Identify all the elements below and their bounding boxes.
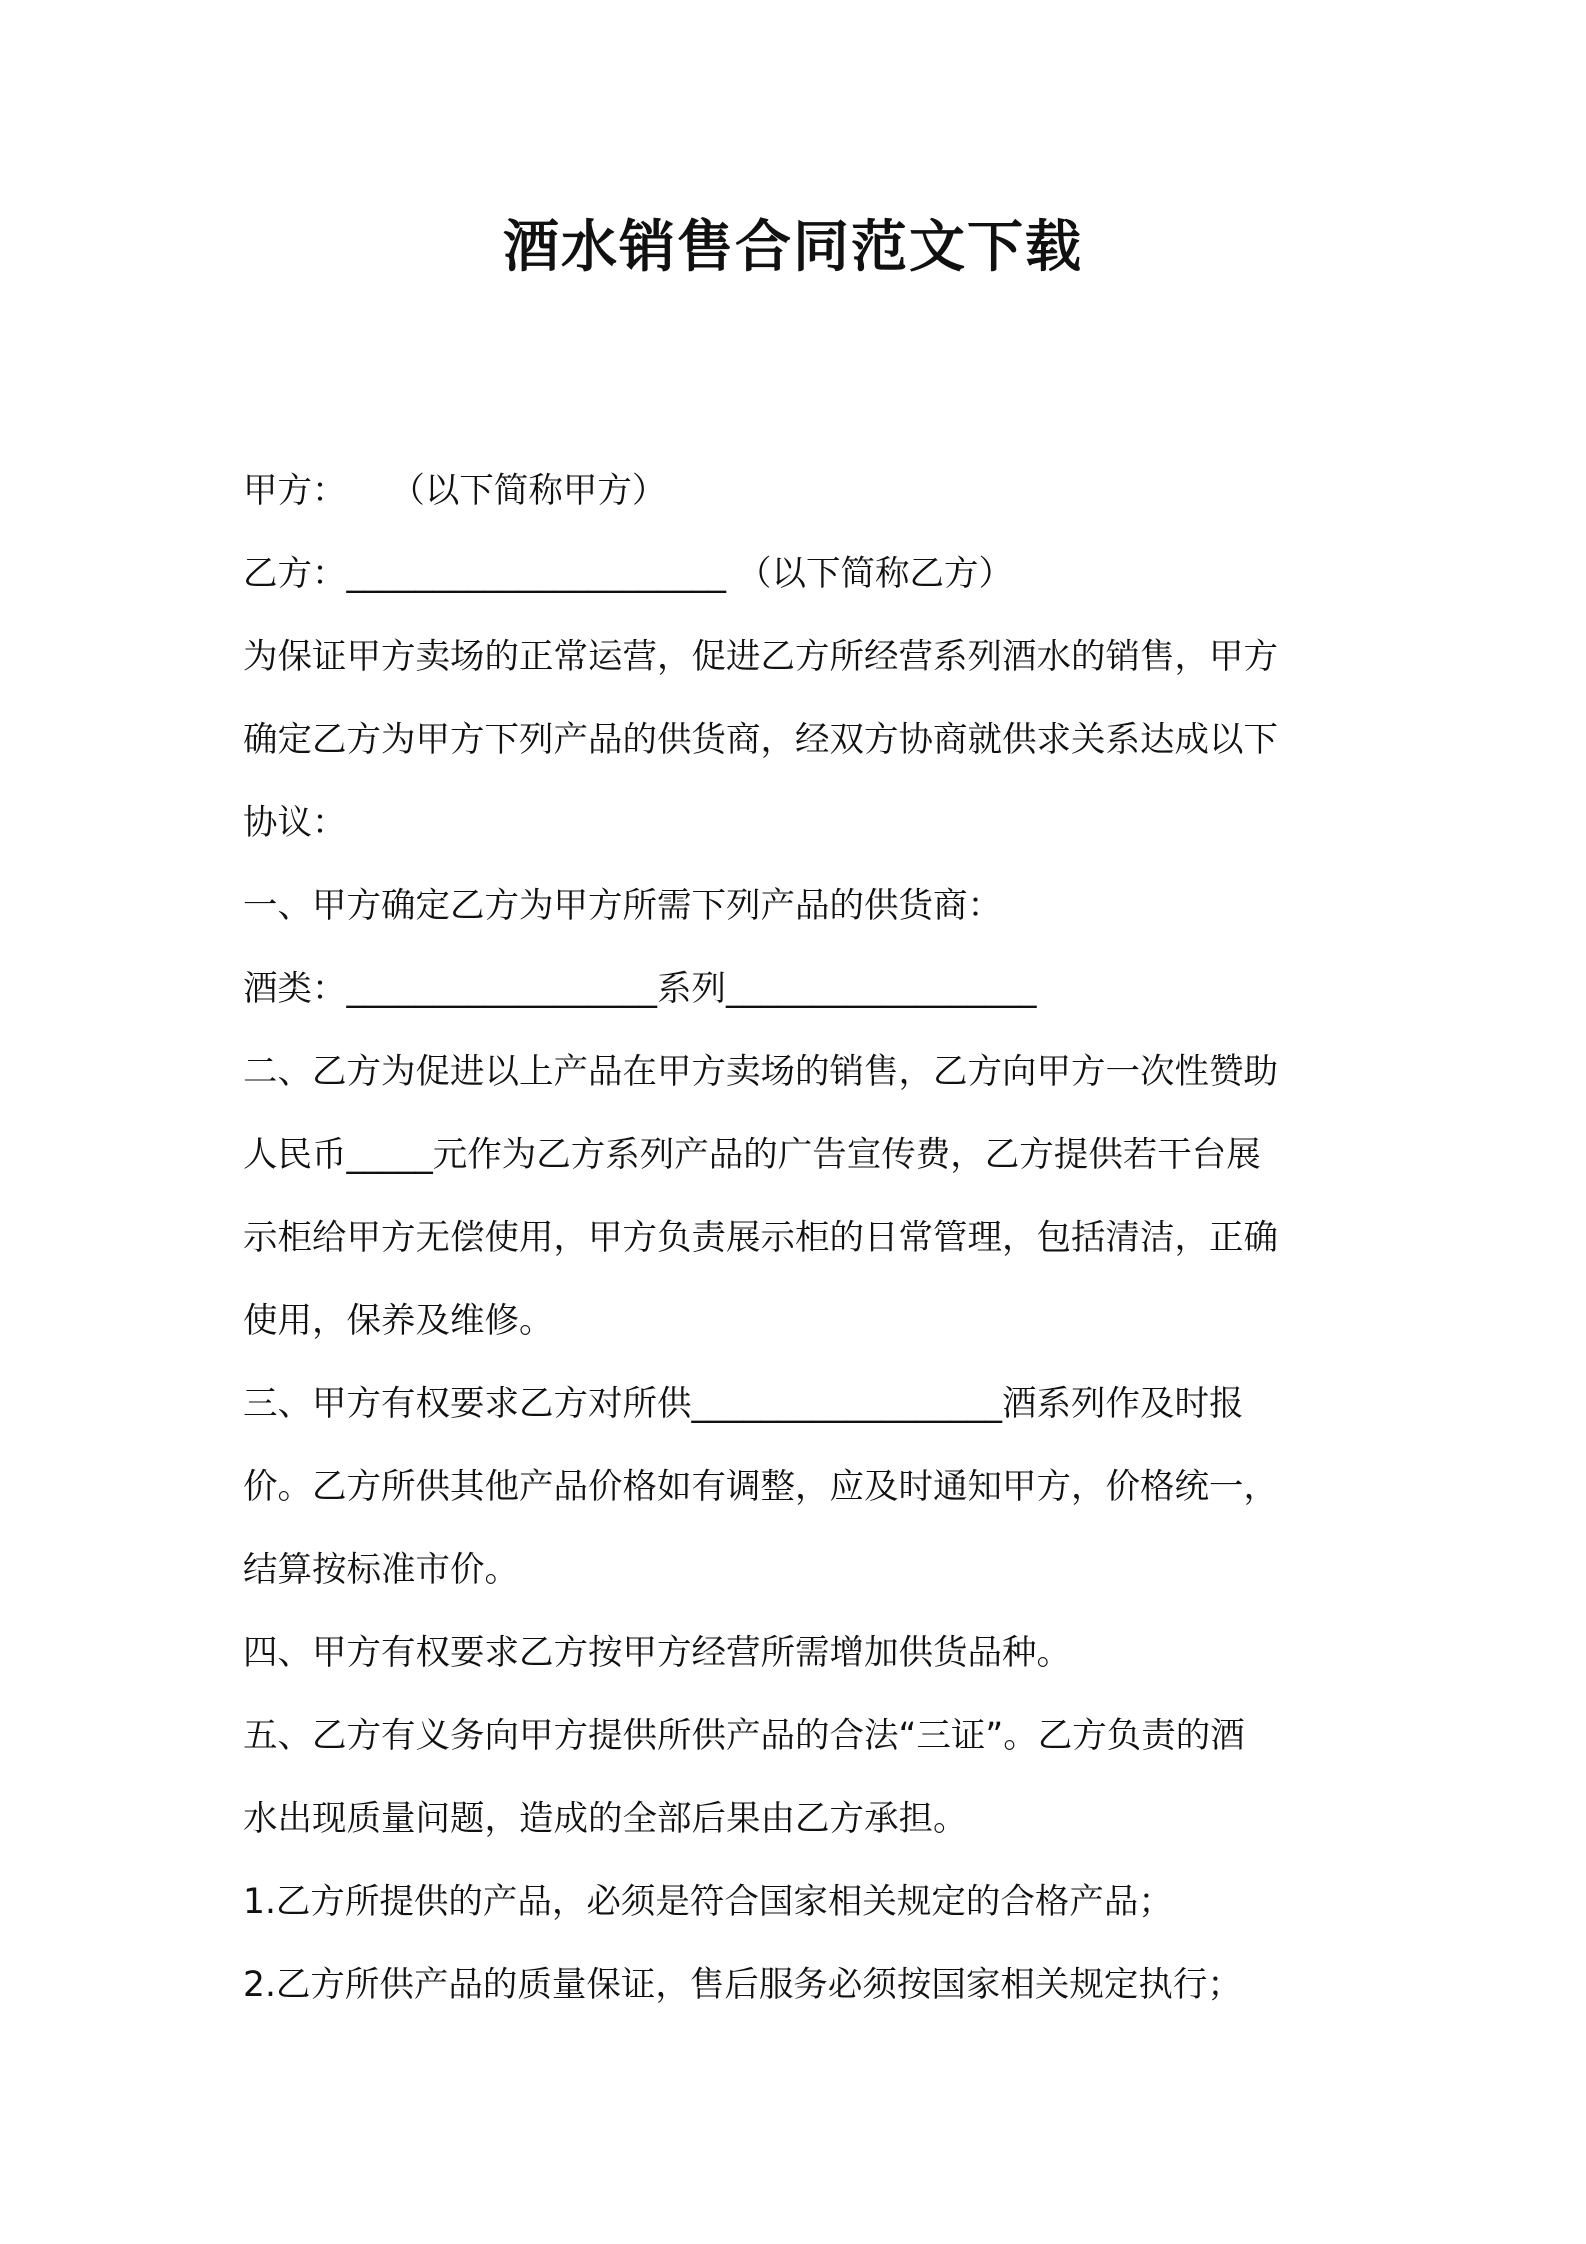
clause-1-line: 一、甲方确定乙方为甲方所需下列产品的供货商： xyxy=(243,886,1002,926)
clause-5-line-1: 五、乙方有义务向甲方提供所供产品的合法“三证”。乙方负责的酒 xyxy=(243,1716,1245,1756)
clause-3-line-1: 三、甲方有权要求乙方对所供__________________酒系列作及时报 xyxy=(243,1384,1244,1424)
clause-2-line-1: 二、乙方为促进以上产品在甲方卖场的销售，乙方向甲方一次性赞助 xyxy=(243,1052,1278,1092)
liquor-type-line: 酒类：__________________系列__________________ xyxy=(243,969,1037,1009)
clause-3-line-2: 价。乙方所供其他产品价格如有调整，应及时通知甲方，价格统一， xyxy=(243,1467,1278,1507)
document-title: 酒水销售合同范文下载 xyxy=(503,215,1083,280)
clause-3-line-3: 结算按标准市价。 xyxy=(243,1550,519,1590)
preamble-line-2: 确定乙方为甲方下列产品的供货商，经双方协商就供求关系达成以下 xyxy=(243,720,1278,760)
clause-4-line: 四、甲方有权要求乙方按甲方经营所需增加供货品种。 xyxy=(243,1633,1071,1673)
party-b-line: 乙方：______________________ （以下简称乙方） xyxy=(243,554,1013,594)
preamble-line-1: 为保证甲方卖场的正常运营，促进乙方所经营系列酒水的销售，甲方 xyxy=(243,637,1278,677)
contract-body xyxy=(243,450,1355,2027)
clause-2-line-2: 人民币_____元作为乙方系列产品的广告宣传费，乙方提供若干台展 xyxy=(243,1135,1261,1175)
party-a-line: 甲方： （以下简称甲方） xyxy=(243,471,667,511)
clause-2-line-4: 使用，保养及维修。 xyxy=(243,1301,554,1341)
item-1-line: 1.乙方所提供的产品，必须是符合国家相关规定的合格产品； xyxy=(243,1882,1173,1922)
preamble-line-3: 协议： xyxy=(243,803,347,843)
clause-5-line-2: 水出现质量问题，造成的全部后果由乙方承担。 xyxy=(243,1799,968,1839)
item-2-line: 2.乙方所供产品的质量保证，售后服务必须按国家相关规定执行； xyxy=(243,1965,1242,2005)
clause-2-line-3: 示柜给甲方无偿使用，甲方负责展示柜的日常管理，包括清洁，正确 xyxy=(243,1218,1278,1258)
